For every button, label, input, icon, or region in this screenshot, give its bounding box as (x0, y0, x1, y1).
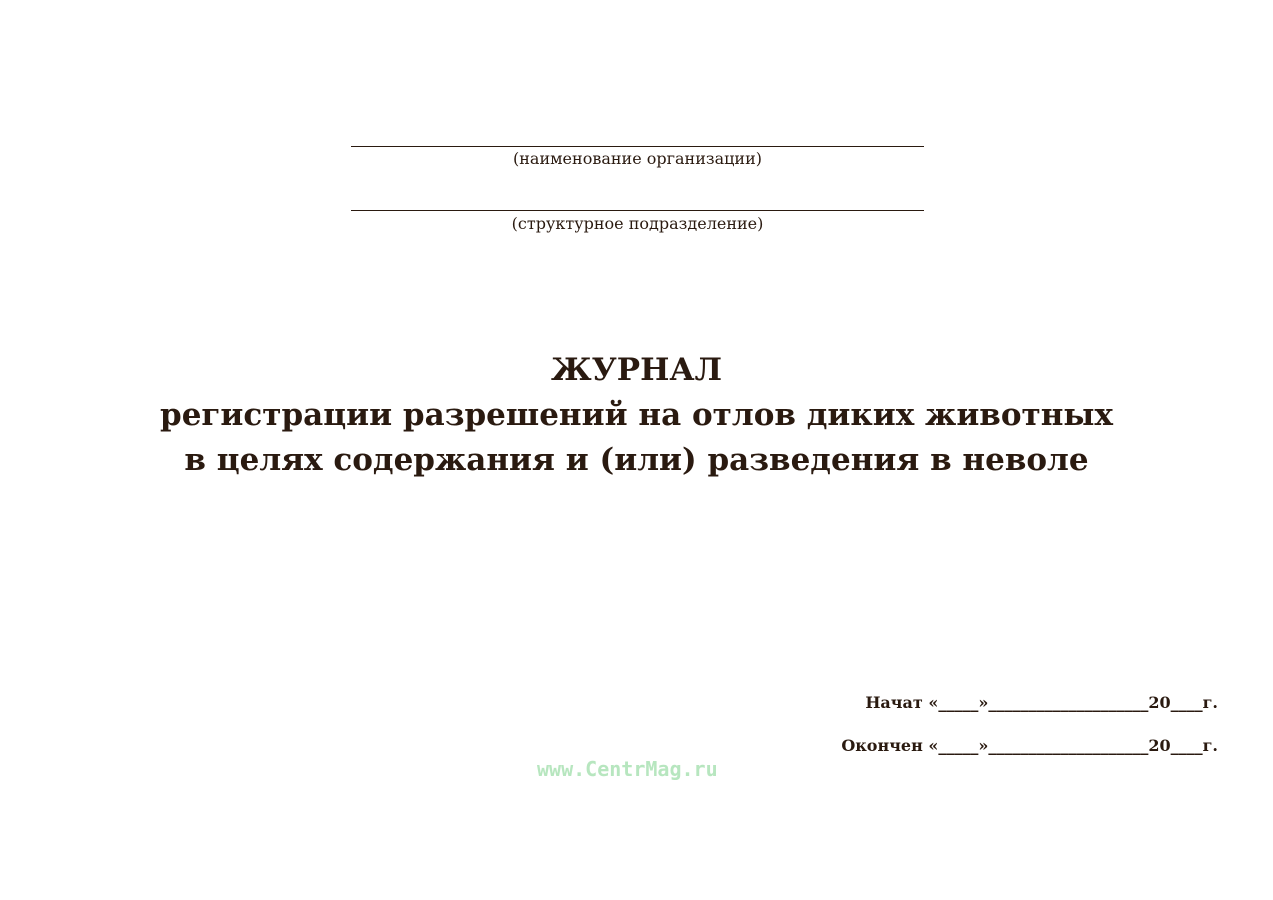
organization-name-line (351, 146, 924, 147)
date-fields (841, 692, 1218, 778)
title-line-3: в целях содержания и (или) разведения в неволе (184, 442, 1089, 478)
watermark: www.CentrMag.ru (537, 757, 718, 781)
finished-date-field: Окончен «_____»____________________20____г. (841, 736, 1218, 755)
department-name-line (351, 210, 924, 211)
department-caption: (структурное подразделение) (511, 214, 764, 233)
started-date-field: Начат «_____»____________________20____г. (865, 693, 1218, 712)
journal-title (100, 348, 1173, 483)
organization-caption: (наименование организации) (513, 149, 762, 168)
title-line-2: регистрации разрешений на отлов диких животных (160, 397, 1113, 433)
title-line-1: ЖУРНАЛ (550, 352, 723, 388)
